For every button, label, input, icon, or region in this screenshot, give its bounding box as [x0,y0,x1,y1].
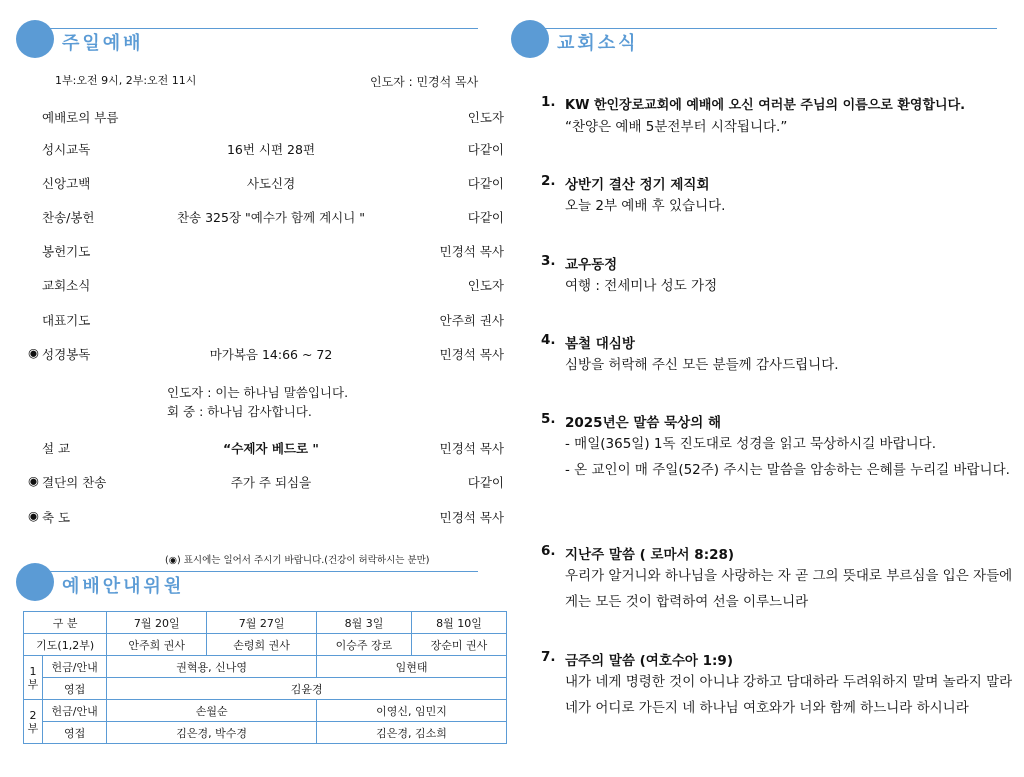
table-row [24,678,507,700]
table-cell: 김은경, 김소희 [317,722,507,744]
order-item-leader: 다같이 [467,142,504,157]
order-item-leader: 안주희 권사 [439,313,504,328]
order-row [28,345,504,365]
divider [40,28,478,29]
table-cell: 임현태 [317,656,507,678]
duty-title: 예배안내위원 [62,576,185,597]
standing-mark-icon: ◉ [28,508,39,523]
order-item-leader: 민경석 목사 [439,441,504,456]
standing-mark-icon: ◉ [28,345,39,360]
news-number: 4. [541,332,556,348]
table-header: 8월 3일 [317,612,412,634]
table-cell: 2 부 [24,700,43,744]
table-cell: 헌금/안내 [42,700,106,722]
table-cell: 이승주 장로 [317,634,412,656]
order-item-name: 설 교 [42,441,71,456]
table-cell: 권혁용, 신나영 [107,656,317,678]
table-row [24,722,507,744]
order-item-leader: 다같이 [467,176,504,191]
order-row [28,242,504,262]
order-item-leader: 민경석 목사 [439,347,504,362]
order-item-content: 주가 주 되심을 [230,475,312,490]
standing-note: (◉) 표시에는 일어서 주시기 바랍니다.(건강이 허락하시는 분만) [165,555,430,566]
table-header: 구 분 [24,612,107,634]
news-number: 5. [541,411,556,427]
order-item-leader: 민경석 목사 [439,510,504,525]
section-circle-icon [511,20,549,58]
news-number: 6. [541,543,556,559]
news-heading: 교우동정 [565,257,618,273]
table-cell: 영접 [42,722,106,744]
news-body: 내가 네게 명령한 것이 아니냐 강하고 담대하라 두려워하지 말며 놀라지 말라 네가 어디로 가든지 네 하나님 여호와가 너와 함께 하느니라 하시니라 [565,674,1013,716]
order-item-leader: 다같이 [467,210,504,225]
order-row [28,108,504,128]
news-body: - 온 교인이 매 주일(52주) 주시는 말씀을 암송하는 은혜를 누리길 바랍니다. [565,462,1010,478]
table-cell: 헌금/안내 [42,656,106,678]
order-item-name: 대표기도 [42,313,91,328]
presider: 인도자 : 민경석 목사 [370,75,479,89]
table-header: 7월 20일 [107,612,207,634]
order-row [28,473,504,493]
table-row [24,656,507,678]
order-row [28,311,504,331]
news-body: “찬양은 예배 5분전부터 시작됩니다.” [565,119,788,135]
news-number: 3. [541,253,556,269]
worship-title: 주일예배 [62,33,144,54]
order-item-name: 교회소식 [42,278,91,293]
table-header: 7월 27일 [207,612,317,634]
table-cell: 1 부 [24,656,43,700]
table-cell: 안주희 권사 [107,634,207,656]
order-row [28,276,504,296]
news-number: 1. [541,94,556,110]
order-row [28,208,504,228]
order-row [28,174,504,194]
news-heading: 봄철 대심방 [565,336,635,352]
section-circle-icon [16,20,54,58]
order-row [28,508,504,528]
duty-section-header [16,563,478,603]
news-number: 7. [541,649,556,665]
news-section-header [511,20,997,60]
table-cell: 영접 [42,678,106,700]
table-header: 8월 10일 [411,612,506,634]
service-times: 1부:오전 9시, 2부:오전 11시 [55,74,197,87]
order-row [28,439,504,459]
news-title: 교회소식 [557,33,639,54]
table-cell: 이영신, 임민지 [317,700,507,722]
table-row [24,700,507,722]
order-item-content: 사도신경 [246,176,296,191]
table-cell: 손령희 권사 [207,634,317,656]
table-row [24,634,507,656]
order-item-name: 신앙고백 [42,176,91,191]
news-body: - 매일(365일) 1독 진도대로 성경을 읽고 묵상하시길 바랍니다. [565,436,936,452]
table-cell: 손월순 [107,700,317,722]
standing-mark-icon: ◉ [28,473,39,488]
order-item-name: 예배로의 부름 [42,110,119,125]
order-item-leader: 다같이 [467,475,504,490]
order-item-leader: 인도자 [467,278,504,293]
order-item-content: 마가복음 14:66 ~ 72 [209,347,333,362]
order-item-name: 결단의 찬송 [42,475,107,490]
order-item-name: 축 도 [42,510,71,525]
table-cell: 기도(1,2부) [24,634,107,656]
response-congregation: 회 중 : 하나님 감사합니다. [167,404,312,419]
order-item-content: “수제자 베드로 " [223,441,319,456]
news-heading: 금주의 말씀 (여호수아 1:9) [565,653,733,669]
table-cell: 김윤경 [107,678,507,700]
news-heading: 상반기 결산 정기 제직회 [565,177,710,193]
news-body: 우리가 알거니와 하나님을 사랑하는 자 곧 그의 뜻대로 부르심을 입은 자들에게는 모든 것이 합력하여 선을 이루느니라 [565,568,1013,610]
news-body: 오늘 2부 예배 후 있습니다. [565,198,726,214]
order-item-name: 성경봉독 [42,347,91,362]
news-body: 심방을 허락해 주신 모든 분들께 감사드립니다. [565,357,839,373]
order-item-name: 찬송/봉헌 [42,210,95,225]
table-row [24,612,507,634]
news-heading: KW 한인장로교회에 예배에 오신 여러분 주님의 이름으로 환영합니다. [565,98,966,113]
order-item-leader: 인도자 [467,110,504,125]
divider [40,571,478,572]
news-body: 여행 : 전세미나 성도 가정 [565,278,718,294]
order-item-name: 봉헌기도 [42,244,91,259]
table-cell: 김은경, 박수경 [107,722,317,744]
section-circle-icon [16,563,54,601]
order-row [28,140,504,160]
response-leader: 인도자 : 이는 하나님 말씀입니다. [167,385,349,400]
table-cell: 장순미 권사 [411,634,506,656]
divider [535,28,997,29]
worship-section-header [16,20,478,60]
news-number: 2. [541,173,556,189]
order-item-name: 성시교독 [42,142,91,157]
news-heading: 2025년은 말씀 묵상의 해 [565,415,722,431]
duty-table [23,611,507,744]
news-heading: 지난주 말씀 ( 로마서 8:28) [565,547,735,563]
order-item-content: 찬송 325장 "예수가 함께 계시니 " [176,210,366,225]
order-item-leader: 민경석 목사 [439,244,504,259]
order-item-content: 16번 시편 28편 [226,142,316,157]
